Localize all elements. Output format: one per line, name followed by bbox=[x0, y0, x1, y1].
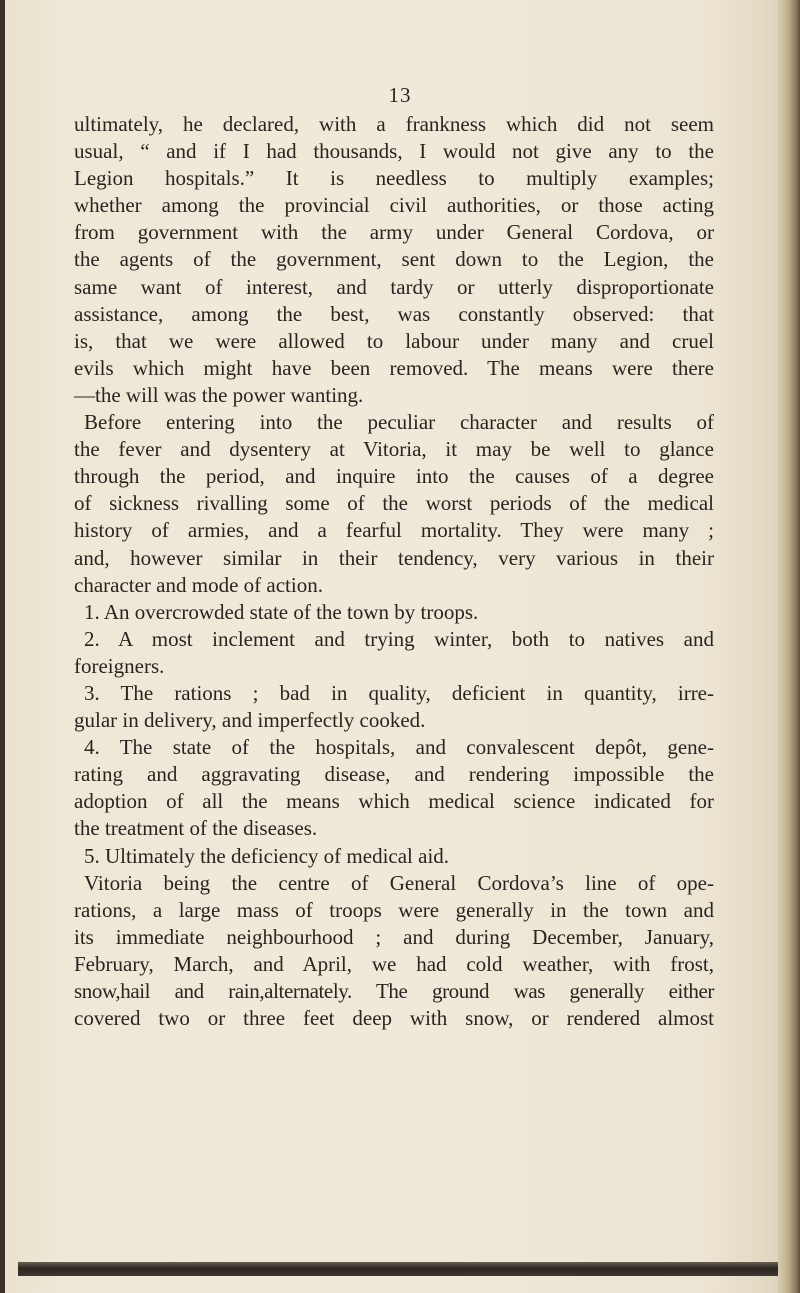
page-left-edge bbox=[0, 0, 5, 1293]
text-line: 4. The state of the hospitals, and convalescent depôt, gene- bbox=[84, 735, 714, 760]
text-line: character and mode of action. bbox=[74, 572, 323, 597]
text-line: Before entering into the peculiar character and results of bbox=[84, 410, 714, 435]
text-line: the fever and dysentery at Vitoria, it may be well to glance bbox=[74, 437, 714, 462]
text-line: 3. The rations ; bad in quality, deficient in quantity, irre- bbox=[84, 680, 714, 705]
text-line: covered two or three feet deep with snow, or rendered almost bbox=[74, 1006, 714, 1031]
page-bottom-band bbox=[18, 1262, 778, 1276]
text-line: the agents of the government, sent down to the Legion, the bbox=[74, 247, 714, 272]
page-right-edge bbox=[778, 0, 800, 1293]
page-number: 13 bbox=[388, 83, 412, 107]
text-line: assistance, among the best, was constantly observed: that bbox=[74, 301, 714, 326]
text-line: and, however similar in their tendency, very various in their bbox=[74, 545, 714, 570]
text-line: —the will was the power wanting. bbox=[74, 382, 364, 407]
text-line: Vitoria being the centre of General Cordova’s line of ope- bbox=[84, 870, 714, 895]
text-line: same want of interest, and tardy or utterly disproportionate bbox=[74, 274, 714, 299]
text-line: foreigners. bbox=[74, 653, 165, 678]
text-line: 2. A most inclement and trying winter, both to natives and bbox=[84, 626, 714, 651]
text-line: snow,hail and rain,alternately. The ground was generally either bbox=[74, 979, 714, 1003]
text-line: its immediate neighbourhood ; and during December, January, bbox=[74, 924, 714, 949]
text-line: through the period, and inquire into the causes of a degree bbox=[74, 464, 714, 489]
text-line: rating and aggravating disease, and rendering impossible the bbox=[74, 762, 714, 787]
text-line: is, that we were allowed to labour under many and cruel bbox=[74, 328, 714, 353]
text-line: adoption of all the means which medical science indicated for bbox=[74, 789, 714, 814]
text-line: history of armies, and a fearful mortality. They were many ; bbox=[74, 518, 714, 543]
text-line: ultimately, he declared, with a frankness which did not seem bbox=[74, 112, 714, 136]
text-line: gular in delivery, and imperfectly cooked. bbox=[74, 708, 426, 733]
body-text bbox=[74, 111, 714, 1032]
text-line: Legion hospitals.” It is needless to multiply examples; bbox=[74, 166, 714, 191]
text-line: February, March, and April, we had cold weather, with frost, bbox=[74, 951, 714, 976]
text-line: 5. Ultimately the deficiency of medical aid. bbox=[84, 843, 450, 868]
text-line: of sickness rivalling some of the worst periods of the medical bbox=[74, 491, 714, 516]
text-line: evils which might have been removed. The means were there bbox=[74, 355, 714, 380]
text-line: whether among the provincial civil authorities, or those acting bbox=[74, 193, 714, 218]
text-line: the treatment of the diseases. bbox=[74, 816, 318, 841]
text-line: rations, a large mass of troops were generally in the town and bbox=[74, 897, 714, 922]
text-line: 1. An overcrowded state of the town by troops. bbox=[84, 599, 479, 624]
text-line: from government with the army under General Cordova, or bbox=[74, 220, 714, 245]
text-line: usual, “ and if I had thousands, I would not give any to the bbox=[74, 139, 714, 164]
